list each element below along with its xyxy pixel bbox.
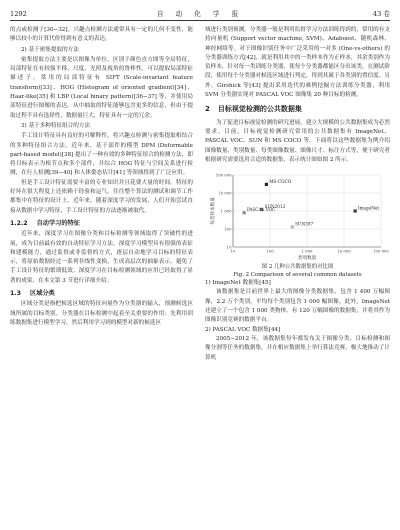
paragraph: 2005∼2012 年，该数据集每年都发布关于图像分类、目标检测和图像分割等任务的数据集，并在相应数据集上举行算法竞赛，极大地推动了计算机 xyxy=(205,335,390,361)
volume-label: 43 卷 xyxy=(372,10,390,18)
figure-caption xyxy=(205,263,390,279)
paragraph: 手工设计特征具有良好的可解释性，将兴趣点检测与密集提取相结合的多种特征组合方法。近年来，基于部件的模型 DPM (Deformable part-based model)[38] 提出了一种有效的多种特征组合的检测方法，即将目标表示为根节点和多个部件，并综合 HOG 特征与空间关系进行检测，在行人检测[39−40] 和人体姿态估计[41] 等领域得到了广泛应用。 xyxy=(10,133,193,177)
section-heading xyxy=(205,105,390,114)
y-tick-label: 100 000 xyxy=(215,172,232,178)
section-heading xyxy=(10,289,193,298)
point-label: PASCAL VOC xyxy=(246,207,276,213)
paragraph: 该数据集是目前世界上最大的图像分类数据集，包含 1 400 万幅图像，2.2 万个类别，平均每个类别包含 1 000 幅图像。此外，ImageNet 还建立了一个包含 1 000 类物体，有 120 万幅图像的数据集，并将其作为图像识别竞赛的数据平台。 xyxy=(205,289,390,324)
figure-2 xyxy=(205,169,390,279)
section-title: 区域分类 xyxy=(29,290,55,298)
y-tick-label: 10 xyxy=(226,244,232,250)
section-number: 1.2.2 xyxy=(10,219,28,227)
section-number: 2 xyxy=(205,105,210,114)
section-title: 自动学习的特征 xyxy=(36,219,80,227)
paragraph: 的点或检测子[30−32]。兴趣点检测方法通常具有一定的几何不变性，能够以较小的计算代价得到有意义的表达。 xyxy=(10,27,193,43)
x-tick-label: 10 000 xyxy=(337,248,351,254)
right-column xyxy=(205,26,390,363)
section-title: 目标视觉检测的公共数据集 xyxy=(217,105,302,114)
caption-cn: 图 2 几种公共数据集的对比图 xyxy=(261,264,334,271)
data-point xyxy=(354,210,357,213)
section-heading xyxy=(10,219,193,228)
paragraph: 2) PASCAL VOC 数据集[44] xyxy=(205,326,281,333)
x-tick-label: 1 000 xyxy=(301,248,313,254)
x-tick-label: 100 000 xyxy=(373,248,389,254)
data-point xyxy=(291,226,294,229)
point-label: SUN2012 xyxy=(264,204,286,210)
section-number: 1.3 xyxy=(10,290,21,298)
page-number: 1292 xyxy=(10,10,27,18)
page-header xyxy=(10,8,390,21)
subsection-label: 2) 基于密集提取的方法 xyxy=(21,46,79,53)
caption-en: Fig. 2 Comparison of several common datasets xyxy=(233,272,362,279)
point-label: ImageNet xyxy=(357,205,380,211)
paragraph: 为了促进目标视觉检测的研究进展，建立大规模的公共数据集成为必然要求。目前，目标视觉检测研究常用的公共数据集有 ImageNet、PASCAL VOC、SUN 和 MS COCO 等。下面将以这些数据集为例介绍图像数量、类别数量、每类图像数量、图像尺寸、标注方式等，便于研究者根据研究需要选用合适的数据集，表示统计图如图 2 所示。 xyxy=(205,119,390,163)
y-axis-label: 每类样本数量 xyxy=(211,197,216,225)
subsection-label: 3) 基于多种特征组合的方法 xyxy=(21,122,91,129)
x-tick-label: 100 xyxy=(266,248,274,254)
paragraph: 近年来，深度学习在图像分类和目标检测等领域取得了突破性的进展，成为目前最有效的自动特征学习方法。深度学习模型具有很强的表征和建模能力，通过监督或非监督的方式，逐层自动地学习目标的特征表示，将原始数据经过一系列非线性变换，生成高层次的抽象表示，避免了手工设计特征的繁琐低效。深度学习在目标检测领域的应用已经取得了显著的成果，在本文第 3 节进行详细介绍。 xyxy=(10,231,193,284)
paragraph: 但是手工设计特征需要丰富的专业知识并且花费大量的时间，特征的好坏在很大程度上还依赖于经验和运气。往往整个算法的测试和调节工作都集中在特征的设计上。近年来，随着深度学习的发展，人们开始尝试直接从数据中学习特征，手工设计特征的方法逐渐被取代。 xyxy=(10,179,193,214)
left-column xyxy=(10,26,193,328)
y-tick-label: 1 000 xyxy=(220,208,232,214)
paragraph: 域进行类别预测。分类器一般是利用监督学习方法训练得到的，常用的有支持向量机 (Support vector machine, SVM)、Adaboost、随机森林、神经网络等。对于图像识别任务中广泛采用的一对多 (One-vs-others) 的分类器训练方式[42]，就是利用其中的一类样本作为正样本，其余类别作为负样本，针对每一类训练分类器，使每个分类器都能区分出该类。在测试阶段，使用每个分类器对候选区域进行判定，得到其属于各类别的置信度。另外，Girshick 等[43] 提出采用迭代的难例挖掘方法训练分类器，利用 SVM 分类器实现对 PASCAL VOC 图像集 20 种目标的检测。 xyxy=(205,27,390,99)
x-tick-label: 10 xyxy=(230,248,236,254)
chart-ticks xyxy=(216,172,390,253)
point-label: SUN397 xyxy=(295,221,314,227)
data-point xyxy=(265,183,268,186)
y-tick-label: 10 000 xyxy=(218,190,232,196)
y-tick-label: 100 xyxy=(224,226,232,232)
journal-title: 自 动 化 学 报 xyxy=(156,10,244,18)
x-axis-label: 类别数量 xyxy=(297,256,317,262)
point-label: MS-COCO xyxy=(269,179,292,185)
data-point xyxy=(243,211,246,214)
dataset-scatter-chart xyxy=(205,169,390,261)
chart-points xyxy=(243,179,380,229)
paragraph: 1) ImageNet 数据集[45] xyxy=(205,280,271,287)
paragraph: 密集提取方法主要是以图像为单位，区别于颜色直方图等全局特征，局部特征在有较强平移、尺度、光照及视角的鲁棒性，可以提取局部特征描述子。常用的局部特征有 SIFT (Scale-invariant feature transform)[33]、HOG (Histogram of oriented gradient)[34]、Haar-like[35] 和 LBP (Local binary pattern)[36−37] 等，并使用局部特征进行图像的表达。从中抽取的特征能够包含更多的信息，但由于提取过程不具有选择性，数据量巨大，特征具有一定的冗余。 xyxy=(10,56,193,119)
paragraph: 区域分类是指把候选区域的特征向量作为分类器的输入，预测候选区域所属的目标类别。分类器在目标检测中起着至关重要的作用：先利用训练数据集进行模型学习，然后利用学习到的模型对新的候选区 xyxy=(10,301,193,326)
